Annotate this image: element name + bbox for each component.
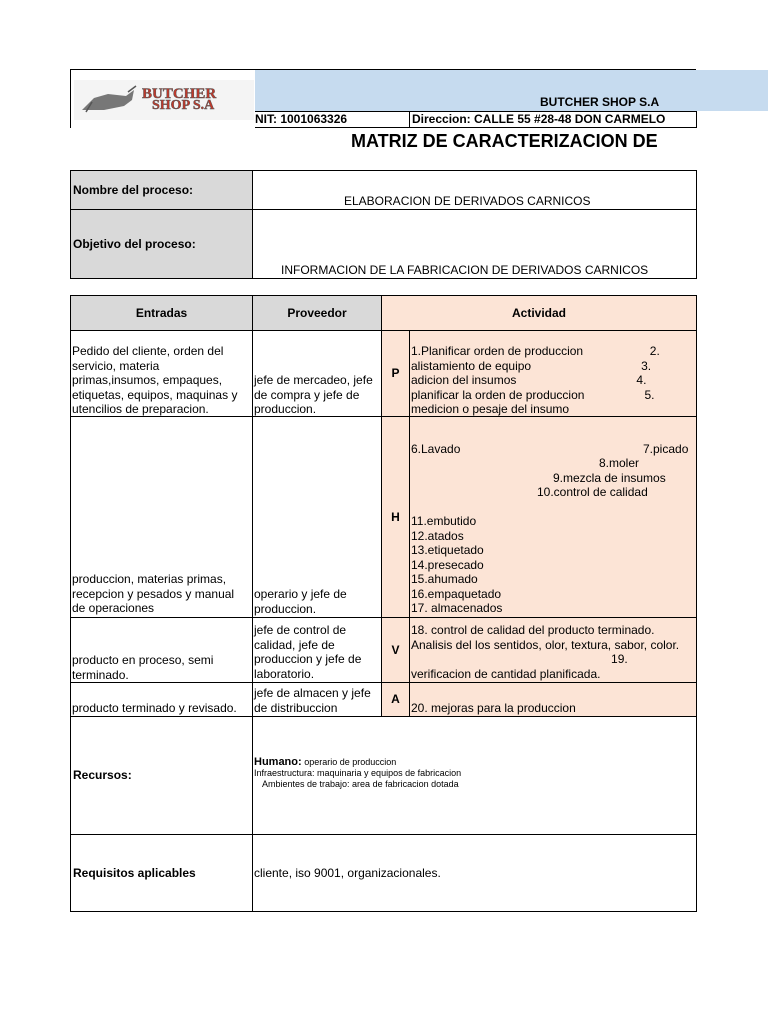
requisitos-value: cliente, iso 9001, organizacionales. (254, 865, 441, 880)
infraestructura: Infraestructura: maquinaria y equipos de fabricacion (254, 768, 462, 778)
resources-label: Recursos: (73, 768, 132, 783)
table-row-v-entrada: producto en proceso, semi terminado. (72, 653, 214, 682)
table-row-a-actividad: 20. mejoras para la produccion (411, 701, 576, 715)
phase-v: V (391, 642, 400, 657)
nit-label: NIT: 1001063326 (255, 112, 348, 126)
table-row-h-actividad-3: 8.moler (599, 456, 640, 470)
logo-text-1: BUTCHER (142, 86, 217, 102)
resources-content (254, 757, 694, 790)
table-row-v-proveedor: jefe de control de calidad, jefe de produccion y jefe de laboratorio. (254, 623, 362, 681)
table-row-a-entrada: producto terminado y revisado. (72, 701, 237, 715)
phase-p: P (391, 366, 400, 381)
ambientes: Ambientes de trabajo: area de fabricacion dotada (262, 779, 459, 789)
table-row-h-actividad-1: 6.Lavado (411, 442, 461, 456)
page-title: MATRIZ DE CARACTERIZACION DE (351, 131, 658, 151)
table-row-h-proveedor: operario y jefe de produccion. (254, 587, 347, 616)
humano-label: Humano: (254, 756, 302, 768)
table-row-h-actividad-2: 7.picado (643, 442, 689, 456)
phase-a: A (391, 692, 400, 707)
humano-value: operario de produccion (304, 757, 397, 767)
process-objective-label: Objetivo del proceso: (73, 236, 196, 251)
table-row-h-entrada: produccion, materias primas, recepcion y pesados y manual de operaciones (72, 572, 235, 615)
actividad-header: Actividad (511, 305, 566, 320)
entradas-header: Entradas (135, 305, 188, 320)
process-name-label: Nombre del proceso: (73, 182, 194, 197)
process-name-value: ELABORACION DE DERIVADOS CARNICOS (344, 193, 591, 208)
logo-text-2: SHOP S.A (152, 98, 215, 113)
process-objective-value: INFORMACION DE LA FABRICACION DE DERIVADOS CARNICOS (281, 262, 649, 277)
requisitos-label: Requisitos aplicables (73, 865, 196, 880)
address-label: Direccion: CALLE 55 #28-48 DON CARMELO (412, 112, 666, 126)
company-logo (74, 80, 254, 120)
table-row-p-entrada: Pedido del cliente, orden del servicio, materia primas,insumos, empaques, etiquetas, equipos, maquinas y utencilios de preparacion. (72, 344, 238, 416)
table-row-h-actividad-5: 10.control de calidad (537, 485, 648, 499)
table-row-v-actividad: 18. control de calidad del producto terminado. Analisis del los sentidos, olor, textura, sabor, color. 19. verificacion de cantidad planificada. (411, 623, 680, 681)
table-row-h-actividad-list: 11.embutido 12.atados 13.etiquetado 14.presecado 15.ahumado 16.empaquetado 17. almacenados (411, 514, 503, 615)
table-row-a-proveedor: jefe de almacen y jefe de distribuccion (254, 686, 371, 715)
table-row-p-actividad: 1.Planificar orden de produccion 2. alistamiento de equipo 3. adicion del insumos 4. planificar la orden de produccion 5. medicion o pesaje del insumo (411, 344, 660, 416)
company-name: BUTCHER SHOP S.A (540, 95, 660, 109)
proveedor-header: Proveedor (287, 305, 347, 320)
header-band (255, 70, 768, 111)
table-row-p-proveedor: jefe de mercadeo, jefe de compra y jefe de produccion. (254, 373, 373, 416)
table-row-h-actividad-4: 9.mezcla de insumos (553, 471, 666, 485)
phase-h: H (391, 509, 400, 524)
